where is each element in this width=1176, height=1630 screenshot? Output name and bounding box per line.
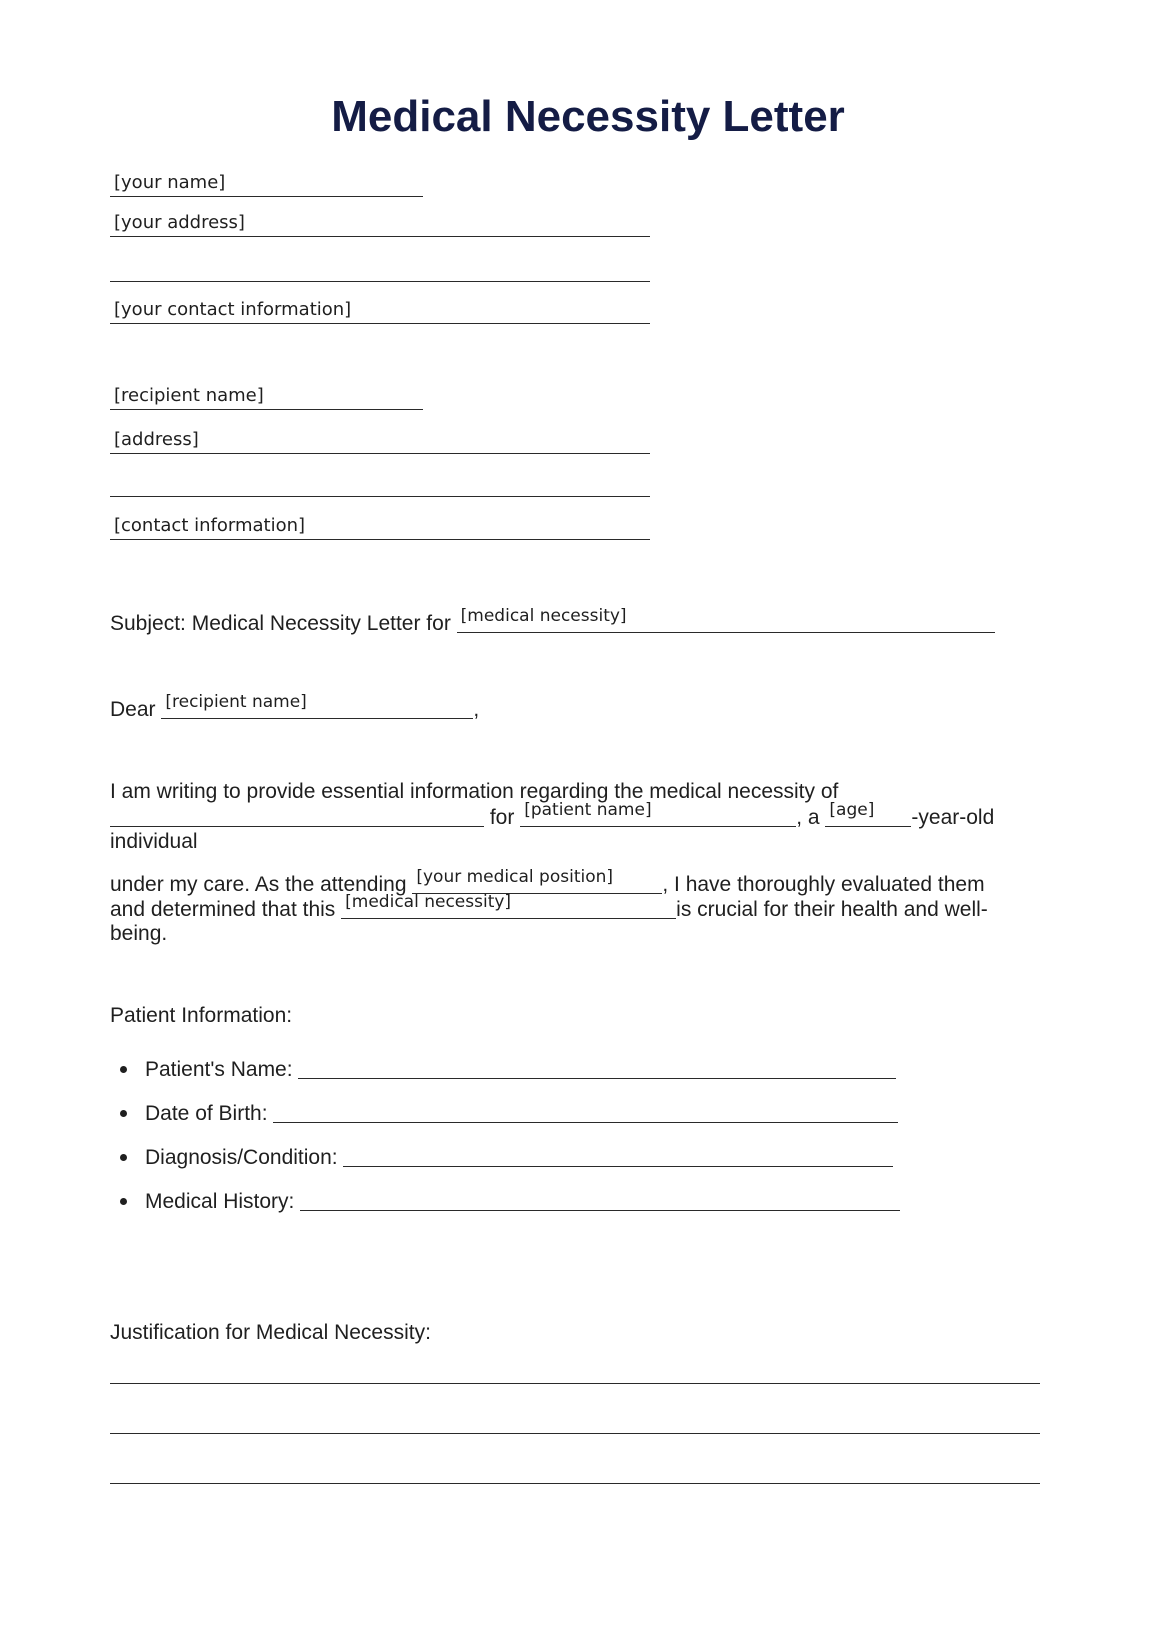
- body-line-2: for [patient name] , a [age] -year-old: [110, 804, 994, 830]
- body-line-6: being.: [110, 922, 168, 945]
- recipient-name-field[interactable]: [recipient name]: [110, 383, 423, 410]
- sender-name-field[interactable]: [your name]: [110, 170, 423, 197]
- sender-address-field[interactable]: [your address]: [110, 210, 650, 237]
- recipient-address-line2-field[interactable]: [110, 470, 650, 497]
- justification-line[interactable]: [110, 1383, 1040, 1384]
- body-line-3: individual: [110, 830, 198, 853]
- age-field[interactable]: [age]: [825, 804, 911, 827]
- necessity-item-field[interactable]: [110, 804, 484, 827]
- patient-info-heading: Patient Information:: [110, 1004, 293, 1027]
- justification-heading: Justification for Medical Necessity:: [110, 1321, 431, 1344]
- justification-line[interactable]: [110, 1433, 1040, 1434]
- list-item: Medical History:: [110, 1188, 900, 1232]
- patient-info-list: [110, 1056, 900, 1232]
- recipient-address-field[interactable]: [address]: [110, 427, 650, 454]
- subject-line: [110, 606, 995, 636]
- list-item: Diagnosis/Condition:: [110, 1144, 900, 1188]
- list-item: Date of Birth:: [110, 1100, 900, 1144]
- date-of-birth-input[interactable]: [273, 1100, 898, 1123]
- medical-necessity-field[interactable]: [medical necessity]: [341, 896, 676, 919]
- justification-line[interactable]: [110, 1483, 1040, 1484]
- recipient-contact-field[interactable]: [contact information]: [110, 513, 650, 540]
- salutation-line: Dear [recipient name] ,: [110, 692, 480, 721]
- patient-name-field[interactable]: [patient name]: [520, 804, 796, 827]
- body-line-1: I am writing to provide essential information regarding the medical necessity of: [110, 780, 839, 803]
- medical-position-field[interactable]: [your medical position]: [412, 871, 662, 894]
- list-item: Patient's Name:: [110, 1056, 900, 1100]
- patient-name-input[interactable]: [298, 1056, 896, 1079]
- medical-history-input[interactable]: [300, 1188, 900, 1211]
- salutation-field[interactable]: [recipient name]: [161, 696, 473, 719]
- sender-address-line2-field[interactable]: [110, 255, 650, 282]
- dear-label: Dear: [110, 698, 156, 721]
- body-line-4: under my care. As the attending [your medical position] , I have thoroughly evaluated them: [110, 867, 985, 896]
- subject-label: Subject: Medical Necessity Letter for: [110, 612, 451, 635]
- diagnosis-input[interactable]: [343, 1144, 893, 1167]
- sender-contact-field[interactable]: [your contact information]: [110, 297, 650, 324]
- body-line-5: and determined that this [medical necessity] is crucial for their health and well-: [110, 892, 988, 921]
- subject-field[interactable]: [medical necessity]: [457, 610, 995, 633]
- page-title: Medical Necessity Letter: [331, 92, 845, 141]
